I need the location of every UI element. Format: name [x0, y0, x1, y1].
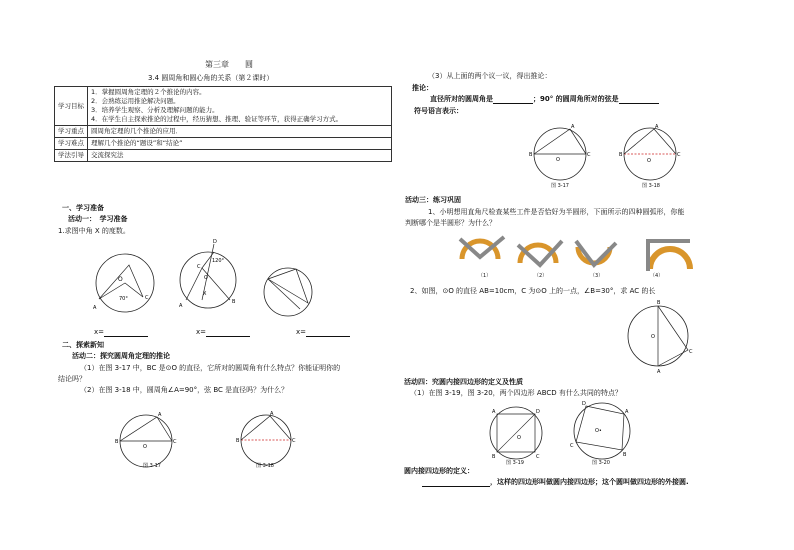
answer-2: x=	[196, 328, 250, 337]
question-4-1: （1）在图 3-19，图 3-20，两个四边形 ABCD 有什么共同的特点？	[410, 389, 622, 397]
arc-label-3: （3）	[590, 273, 604, 279]
line: 3．培养学生观察、分析及理解问题的能力。	[91, 106, 219, 114]
svg-text:A: A	[93, 305, 97, 311]
activity-2: 活动二：探究圆周角定理的推论	[72, 352, 170, 360]
caption-3-18: 图 3-18	[256, 463, 274, 469]
svg-text:B: B	[619, 152, 623, 158]
svg-text:A: A	[492, 409, 496, 415]
arc-shape-2	[518, 241, 562, 265]
inference-blank-1[interactable]	[493, 95, 533, 104]
table-row	[55, 150, 392, 162]
exercise-2: 2、如图，⊙O 的直径 AB=10cm，C 为⊙O 上的一点，∠B=30°，求 AC 的长	[410, 287, 656, 295]
activity-1: 活动一： 学习准备	[68, 215, 128, 223]
arc-label-2: （2）	[534, 273, 548, 279]
figure-inscribed	[262, 265, 317, 320]
svg-text:B: B	[529, 152, 533, 158]
svg-text:B: B	[232, 299, 236, 305]
figure-diameter-ab	[626, 298, 696, 378]
caption-3-19: 图 3-19	[506, 460, 524, 466]
angle-label: 120°	[212, 258, 225, 264]
svg-text:C: C	[145, 295, 149, 301]
line: 4．在学生自主探索推论的过程中，经历猜想、推理、验证等环节，获得正确学习方式。	[91, 115, 343, 123]
answer-1: x=	[94, 328, 148, 337]
table-row	[55, 138, 392, 150]
svg-text:O: O	[118, 276, 123, 283]
exercise-1a: 1、小明想用直角尺检查某些工件是否恰好为半圆形，下面所示的四种圆弧形，你能	[428, 208, 685, 216]
chapter-title: 第三章 圆	[205, 60, 253, 69]
line: 2．会熟练运用推论解决问题。	[91, 97, 180, 105]
table-row	[55, 126, 392, 138]
svg-text:C: C	[292, 438, 296, 444]
section-1: 一、学习准备	[62, 204, 104, 212]
question-1: 1.求图中角 X 的度数。	[58, 227, 130, 235]
question-2-3: （3）从上面的两个议一议，得出推论：	[428, 72, 552, 80]
svg-text:A: A	[655, 124, 659, 130]
question-2-2: （2）在图 3-18 中，圆周角∠A=90°，弦 BC 是直径吗？为什么？	[80, 386, 289, 394]
caption-3-17-right: 图 3-17	[551, 183, 569, 189]
svg-text:A: A	[158, 412, 162, 418]
symbol-label: 符号语言表示：	[414, 107, 463, 115]
svg-text:O: O	[556, 157, 560, 163]
inference-text	[430, 95, 659, 104]
svg-text:O•: O•	[595, 428, 602, 434]
line: 1．掌握圆周角定理的２个推论的内容。	[91, 88, 206, 96]
svg-text:A: A	[270, 411, 274, 417]
svg-text:B: B	[236, 438, 240, 444]
figure-angle-120	[178, 238, 248, 318]
figure-angle-70	[95, 245, 165, 320]
line: 圆周角定理的几个推论的应用．	[91, 127, 182, 135]
arc-shape-1	[460, 237, 504, 259]
svg-text:C: C	[689, 349, 693, 355]
arc-label-1: （1）	[478, 273, 492, 279]
svg-text:C: C	[173, 439, 177, 445]
inference-part-b: ；90° 的圆周角所对的弦是	[533, 95, 619, 103]
answer-blank[interactable]	[104, 328, 148, 337]
svg-text:O: O	[647, 158, 651, 164]
figure-3-17-right	[528, 122, 593, 178]
figure-3-18-left	[238, 410, 298, 460]
activity-3: 活动三：练习巩固	[405, 196, 461, 204]
definition-title: 圆内接四边形的定义：	[404, 467, 474, 475]
objectives-table	[54, 86, 392, 162]
row-content	[88, 126, 392, 138]
svg-text:D: D	[536, 409, 540, 415]
section-2: 二、探索新知	[62, 341, 104, 349]
answer-blank[interactable]	[206, 328, 250, 337]
row-content	[88, 150, 392, 162]
figure-3-19	[488, 405, 548, 459]
caption-3-20: 图 3-20	[592, 460, 610, 466]
svg-text:A: A	[571, 124, 575, 130]
question-2-1b: 结论吗？	[58, 375, 86, 383]
caption-3-17: 图 3-17	[143, 463, 161, 469]
row-head: 学习重点	[55, 126, 88, 138]
line: 理解几个推论的“题设”和“结论”	[91, 139, 183, 147]
svg-text:C: C	[570, 443, 574, 449]
svg-text:O: O	[143, 444, 147, 450]
svg-text:X: X	[203, 291, 207, 297]
answer-blank[interactable]	[306, 328, 350, 337]
figure-3-17-left	[115, 410, 180, 460]
lesson-title: 3.4 圆周角和圆心角的关系（第２课时）	[148, 74, 274, 82]
row-content	[88, 87, 392, 126]
svg-text:C: C	[677, 152, 681, 158]
svg-text:C: C	[587, 152, 591, 158]
svg-text:D: D	[582, 401, 586, 407]
arc-shape-4	[648, 241, 690, 271]
row-head: 学法引导	[55, 150, 88, 162]
inference-part-a: 直径所对的圆周角是	[430, 95, 493, 103]
line: 交流探究法	[91, 151, 124, 159]
inference-blank-2[interactable]	[619, 95, 659, 104]
question-2-1a: （1）在图 3-17 中，BC 是⊙O 的直径，它所对的圆周角有什么特点？你能证明你的	[80, 364, 341, 372]
row-head: 学习难点	[55, 138, 88, 150]
svg-text:O: O	[204, 275, 208, 281]
definition-blank[interactable]	[422, 478, 490, 487]
svg-text:O: O	[517, 435, 521, 441]
inference-label: 推论：	[412, 84, 433, 92]
answer-3: x=	[296, 328, 350, 337]
svg-text:O: O	[651, 334, 655, 340]
angle-label: 70°	[119, 296, 128, 302]
table-row	[55, 87, 392, 126]
svg-text:C: C	[197, 264, 201, 270]
svg-text:A: A	[625, 409, 629, 415]
exercise-1b: 判断哪个是半圆形？为什么？	[405, 219, 496, 227]
arc-shapes	[458, 235, 693, 275]
svg-text:D: D	[213, 239, 217, 245]
figure-3-18-right	[620, 122, 682, 178]
svg-text:B: B	[657, 300, 661, 306]
svg-text:A: A	[179, 303, 183, 309]
activity-4: 活动四：究圆内接四边形的定义及性质	[404, 378, 523, 386]
definition-text	[422, 478, 689, 487]
svg-text:B: B	[115, 439, 119, 445]
arc-shape-3	[576, 241, 616, 265]
caption-3-18-right: 图 3-18	[642, 183, 660, 189]
figure-3-20	[570, 400, 636, 460]
svg-text:B: B	[623, 452, 627, 458]
svg-text:C: C	[536, 454, 540, 460]
row-head: 学习目标	[55, 87, 88, 126]
svg-text:A: A	[657, 369, 661, 375]
definition-suffix: ，这样的四边形叫做圆内接四边形；这个圆叫做四边形的外接圆.	[490, 478, 689, 486]
row-content	[88, 138, 392, 150]
arc-label-4: （4）	[650, 273, 664, 279]
svg-text:B: B	[492, 454, 496, 460]
